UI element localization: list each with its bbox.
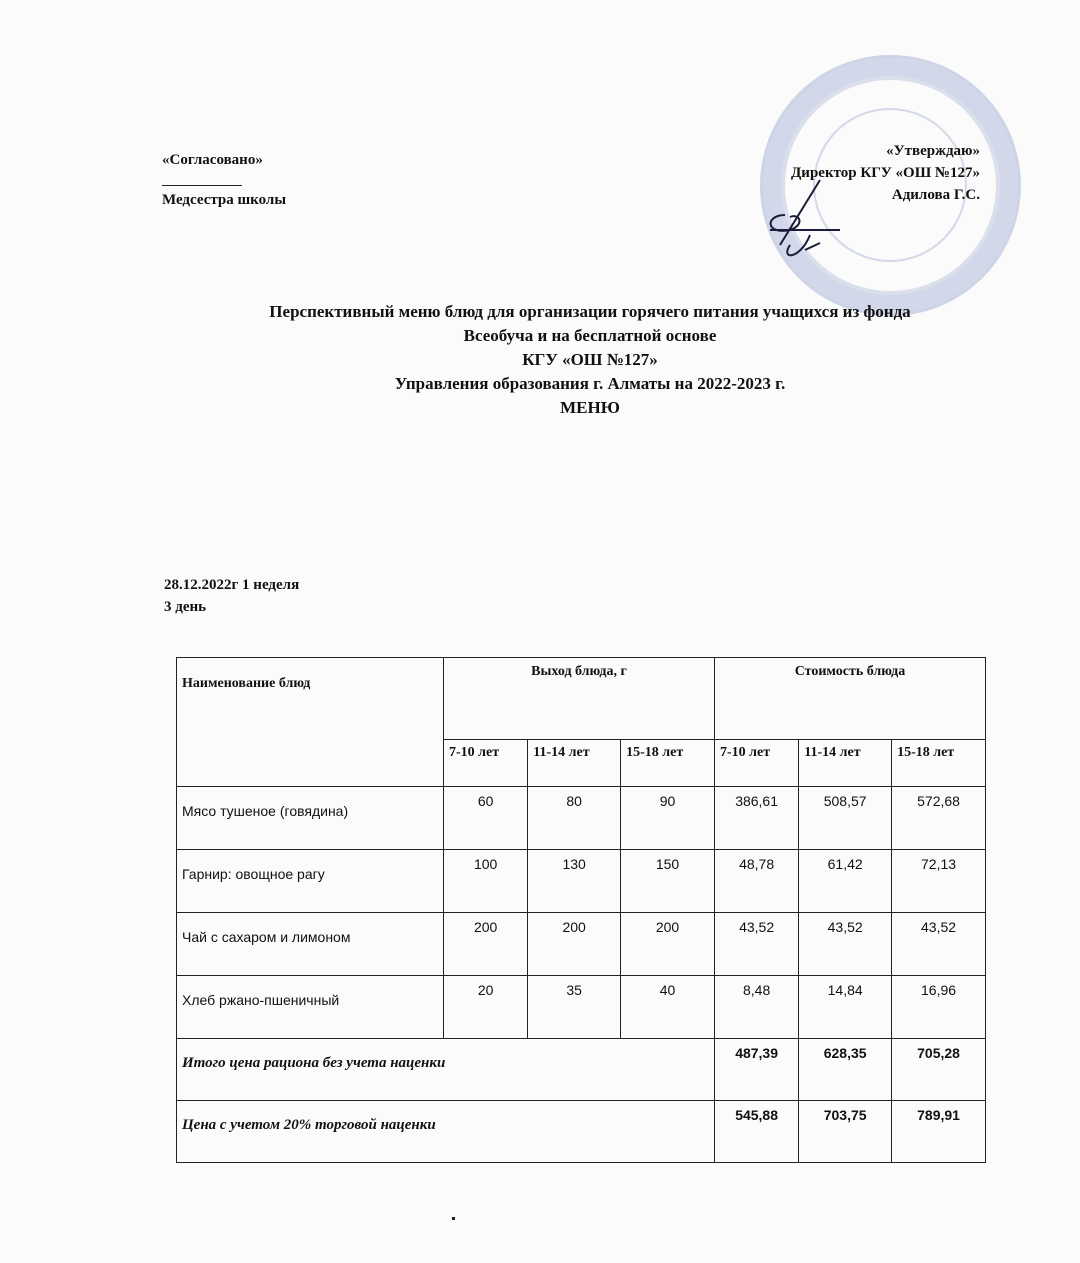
approval-agreed-block [162, 152, 286, 209]
header-yield-age-2: 11-14 лет [528, 740, 621, 787]
yield-value: 150 [621, 850, 715, 913]
heading-line-3: КГУ «ОШ №127» [522, 350, 658, 369]
header-yield: Выход блюда, г [444, 658, 715, 740]
header-dish-name: Наименование блюд [177, 658, 444, 787]
yield-value: 20 [444, 976, 528, 1039]
heading-line-5: МЕНЮ [560, 398, 620, 417]
yield-value: 200 [528, 913, 621, 976]
document-heading [140, 300, 1040, 420]
cost-value: 572,68 [892, 787, 986, 850]
yield-value: 60 [444, 787, 528, 850]
total-with-markup-value: 545,88 [714, 1101, 798, 1163]
table-row [177, 787, 986, 850]
signature-icon [760, 175, 870, 265]
total-value: 628,35 [799, 1039, 892, 1101]
cost-value: 16,96 [892, 976, 986, 1039]
yield-value: 100 [444, 850, 528, 913]
cost-value: 48,78 [714, 850, 798, 913]
director-role: Директор КГУ «ОШ №127» [790, 165, 980, 181]
total-with-markup-label: Цена с учетом 20% торговой наценки [177, 1101, 715, 1163]
table-row [177, 913, 986, 976]
header-cost-age-3: 15-18 лет [892, 740, 986, 787]
total-value: 487,39 [714, 1039, 798, 1101]
date-info [164, 574, 299, 618]
dish-name: Мясо тушеное (говядина) [177, 787, 444, 850]
dish-name: Гарнир: овощное рагу [177, 850, 444, 913]
heading-line-1: Перспективный меню блюд для организации горячего питания учащихся из фонда [269, 302, 911, 321]
nurse-role: Медсестра школы [162, 192, 287, 208]
yield-value: 35 [528, 976, 621, 1039]
heading-line-2: Всеобуча и на бесплатной основе [463, 326, 717, 345]
cost-value: 43,52 [714, 913, 798, 976]
approved-title: «Утверждаю» [886, 143, 980, 159]
yield-value: 90 [621, 787, 715, 850]
dish-name: Чай с сахаром и лимоном [177, 913, 444, 976]
header-cost: Стоимость блюда [714, 658, 985, 740]
yield-value: 40 [621, 976, 715, 1039]
cost-value: 72,13 [892, 850, 986, 913]
header-cost-age-1: 7-10 лет [714, 740, 798, 787]
cost-value: 386,61 [714, 787, 798, 850]
total-with-markup-value: 703,75 [799, 1101, 892, 1163]
page-speck [452, 1217, 455, 1220]
dish-name: Хлеб ржано-пшеничный [177, 976, 444, 1039]
cost-value: 43,52 [892, 913, 986, 976]
heading-line-4: Управления образования г. Алматы на 2022-2023 г. [394, 374, 786, 393]
header-row [177, 658, 986, 740]
total-row [177, 1039, 986, 1101]
cost-value: 8,48 [714, 976, 798, 1039]
header-yield-age-1: 7-10 лет [444, 740, 528, 787]
total-with-markup-row [177, 1101, 986, 1163]
date-week: 28.12.2022г 1 неделя [164, 577, 300, 593]
director-name: Адилова Г.С. [891, 187, 980, 203]
header-yield-age-3: 15-18 лет [621, 740, 715, 787]
cost-value: 14,84 [799, 976, 892, 1039]
day-number: 3 день [164, 599, 207, 615]
cost-value: 508,57 [799, 787, 892, 850]
yield-value: 200 [621, 913, 715, 976]
cost-value: 61,42 [799, 850, 892, 913]
total-with-markup-value: 789,91 [892, 1101, 986, 1163]
yield-value: 130 [528, 850, 621, 913]
yield-value: 80 [528, 787, 621, 850]
header-cost-age-2: 11-14 лет [799, 740, 892, 787]
menu-table [176, 657, 986, 1163]
table-row [177, 976, 986, 1039]
yield-value: 200 [444, 913, 528, 976]
total-value: 705,28 [892, 1039, 986, 1101]
signature-line [162, 177, 242, 186]
table-row [177, 850, 986, 913]
cost-value: 43,52 [799, 913, 892, 976]
total-label: Итого цена рациона без учета наценки [177, 1039, 715, 1101]
agreed-title: «Согласовано» [162, 152, 263, 168]
